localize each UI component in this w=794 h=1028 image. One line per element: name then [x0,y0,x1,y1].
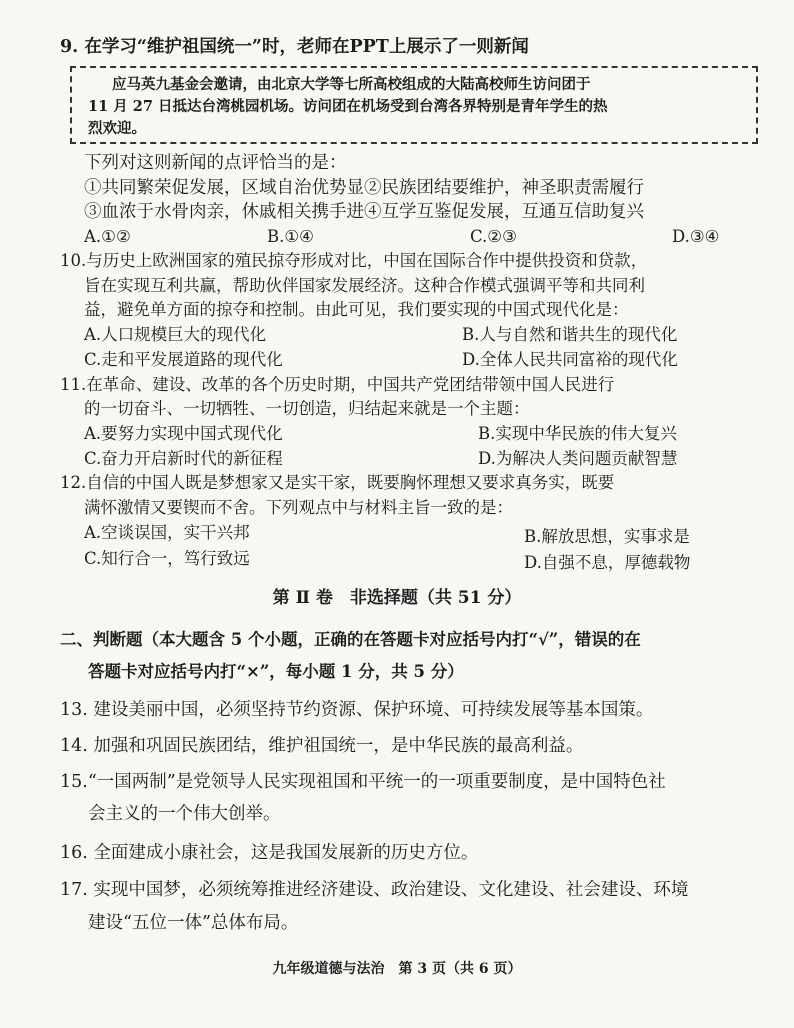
q12-option-c: C.知行合一，笃行致远 [84,549,250,568]
judgment-15-line-1: 15.“一国两制”是党领导人民实现祖国和平统一的一项重要制度，是中国特色社 [60,772,666,792]
question-10-line-3: 益，避免单方面的掠夺和控制。由此可见，我们要实现的中国式现代化是： [84,300,629,319]
q10-option-d: D.全体人民共同富裕的现代化 [462,350,678,369]
news-line-1: 应马英九基金会邀请，由北京大学等七所高校组成的大陆高校师生访问团于 [112,76,591,93]
question-9-prompt: 下列对这则新闻的点评恰当的是： [84,153,347,173]
news-line-2: 11 月 27 日抵达台湾桃园机场。访问团在机场受到台湾各界特别是青年学生的热 [88,98,608,115]
q10-option-c: C.走和平发展道路的现代化 [84,350,283,369]
q9-option-d: D.③④ [672,227,720,246]
question-12-line-1: 12.自信的中国人既是梦想家又是实干家，既要胸怀理想又要求真务实，既要 [60,473,615,492]
q12-option-a: A.空谈误国，实干兴邦 [84,523,250,542]
judgment-17-line-2: 建设“五位一体”总体布局。 [88,913,299,933]
section-2-title: 第 Ⅱ 卷 非选择题（共 51 分） [272,588,522,608]
q9-option-c: C.②③ [470,227,517,246]
q11-option-c: C.奋力开启新时代的新征程 [84,449,283,468]
question-9-stem: 9. 在学习“维护祖国统一”时，老师在PPT上展示了一则新闻 [60,37,529,57]
q9-option-a: A.①② [84,227,131,246]
q11-option-d: D.为解决人类问题贡献智慧 [478,449,678,468]
q11-option-b: B.实现中华民族的伟大复兴 [478,424,677,443]
section-2-heading-line-1: 二、判断题（本大题含 5 个小题，正确的在答题卡对应括号内打“√”，错误的在 [60,630,641,649]
question-11-line-1: 11.在革命、建设、改革的各个历史时期，中国共产党团结带领中国人民进行 [60,375,615,394]
question-9-statement-1: ①共同繁荣促发展，区域自治优势显②民族团结要维护，神圣职责需履行 [84,178,644,198]
q9-option-b: B.①④ [267,227,314,246]
question-10-line-2: 旨在实现互利共赢，帮助伙伴国家发展经济。这种合作模式强调平等和共同利 [84,276,645,295]
question-10-line-1: 10.与历史上欧洲国家的殖民掠夺形成对比，中国在国际合作中提供投资和贷款， [60,251,648,270]
section-2-heading-line-2: 答题卡对应括号内打“×”，每小题 1 分，共 5 分） [88,662,464,681]
question-11-line-2: 的一切奋斗、一切牺牲、一切创造，归结起来就是一个主题： [84,399,530,418]
news-line-3: 烈欢迎。 [88,120,146,137]
q10-option-a: A.人口规模巨大的现代化 [84,325,267,344]
q12-option-b: B.解放思想，实事求是 [524,527,690,546]
question-12-line-2: 满怀激情又要锲而不舍。下列观点中与材料主旨一致的是： [84,498,513,517]
page-footer: 九年级道德与法治 第 3 页（共 6 页） [272,961,522,977]
question-9-statement-2: ③血浓于水骨肉亲，休戚相关携手进④互学互鉴促发展，互通互信助复兴 [84,202,644,222]
judgment-14: 14. 加强和巩固民族团结，维护祖国统一，是中华民族的最高利益。 [60,736,584,756]
judgment-15-line-2: 会主义的一个伟大创举。 [88,804,281,824]
judgment-16: 16. 全面建成小康社会，这是我国发展新的历史方位。 [60,843,479,863]
q11-option-a: A.要努力实现中国式现代化 [84,424,283,443]
judgment-13: 13. 建设美丽中国，必须坚持节约资源、保护环境、可持续发展等基本国策。 [60,700,654,720]
judgment-17-line-1: 17. 实现中国梦，必须统筹推进经济建设、政治建设、文化建设、社会建设、环境 [60,880,689,900]
q12-option-d: D.自强不息，厚德载物 [524,553,691,572]
q10-option-b: B.人与自然和谐共生的现代化 [462,325,678,344]
